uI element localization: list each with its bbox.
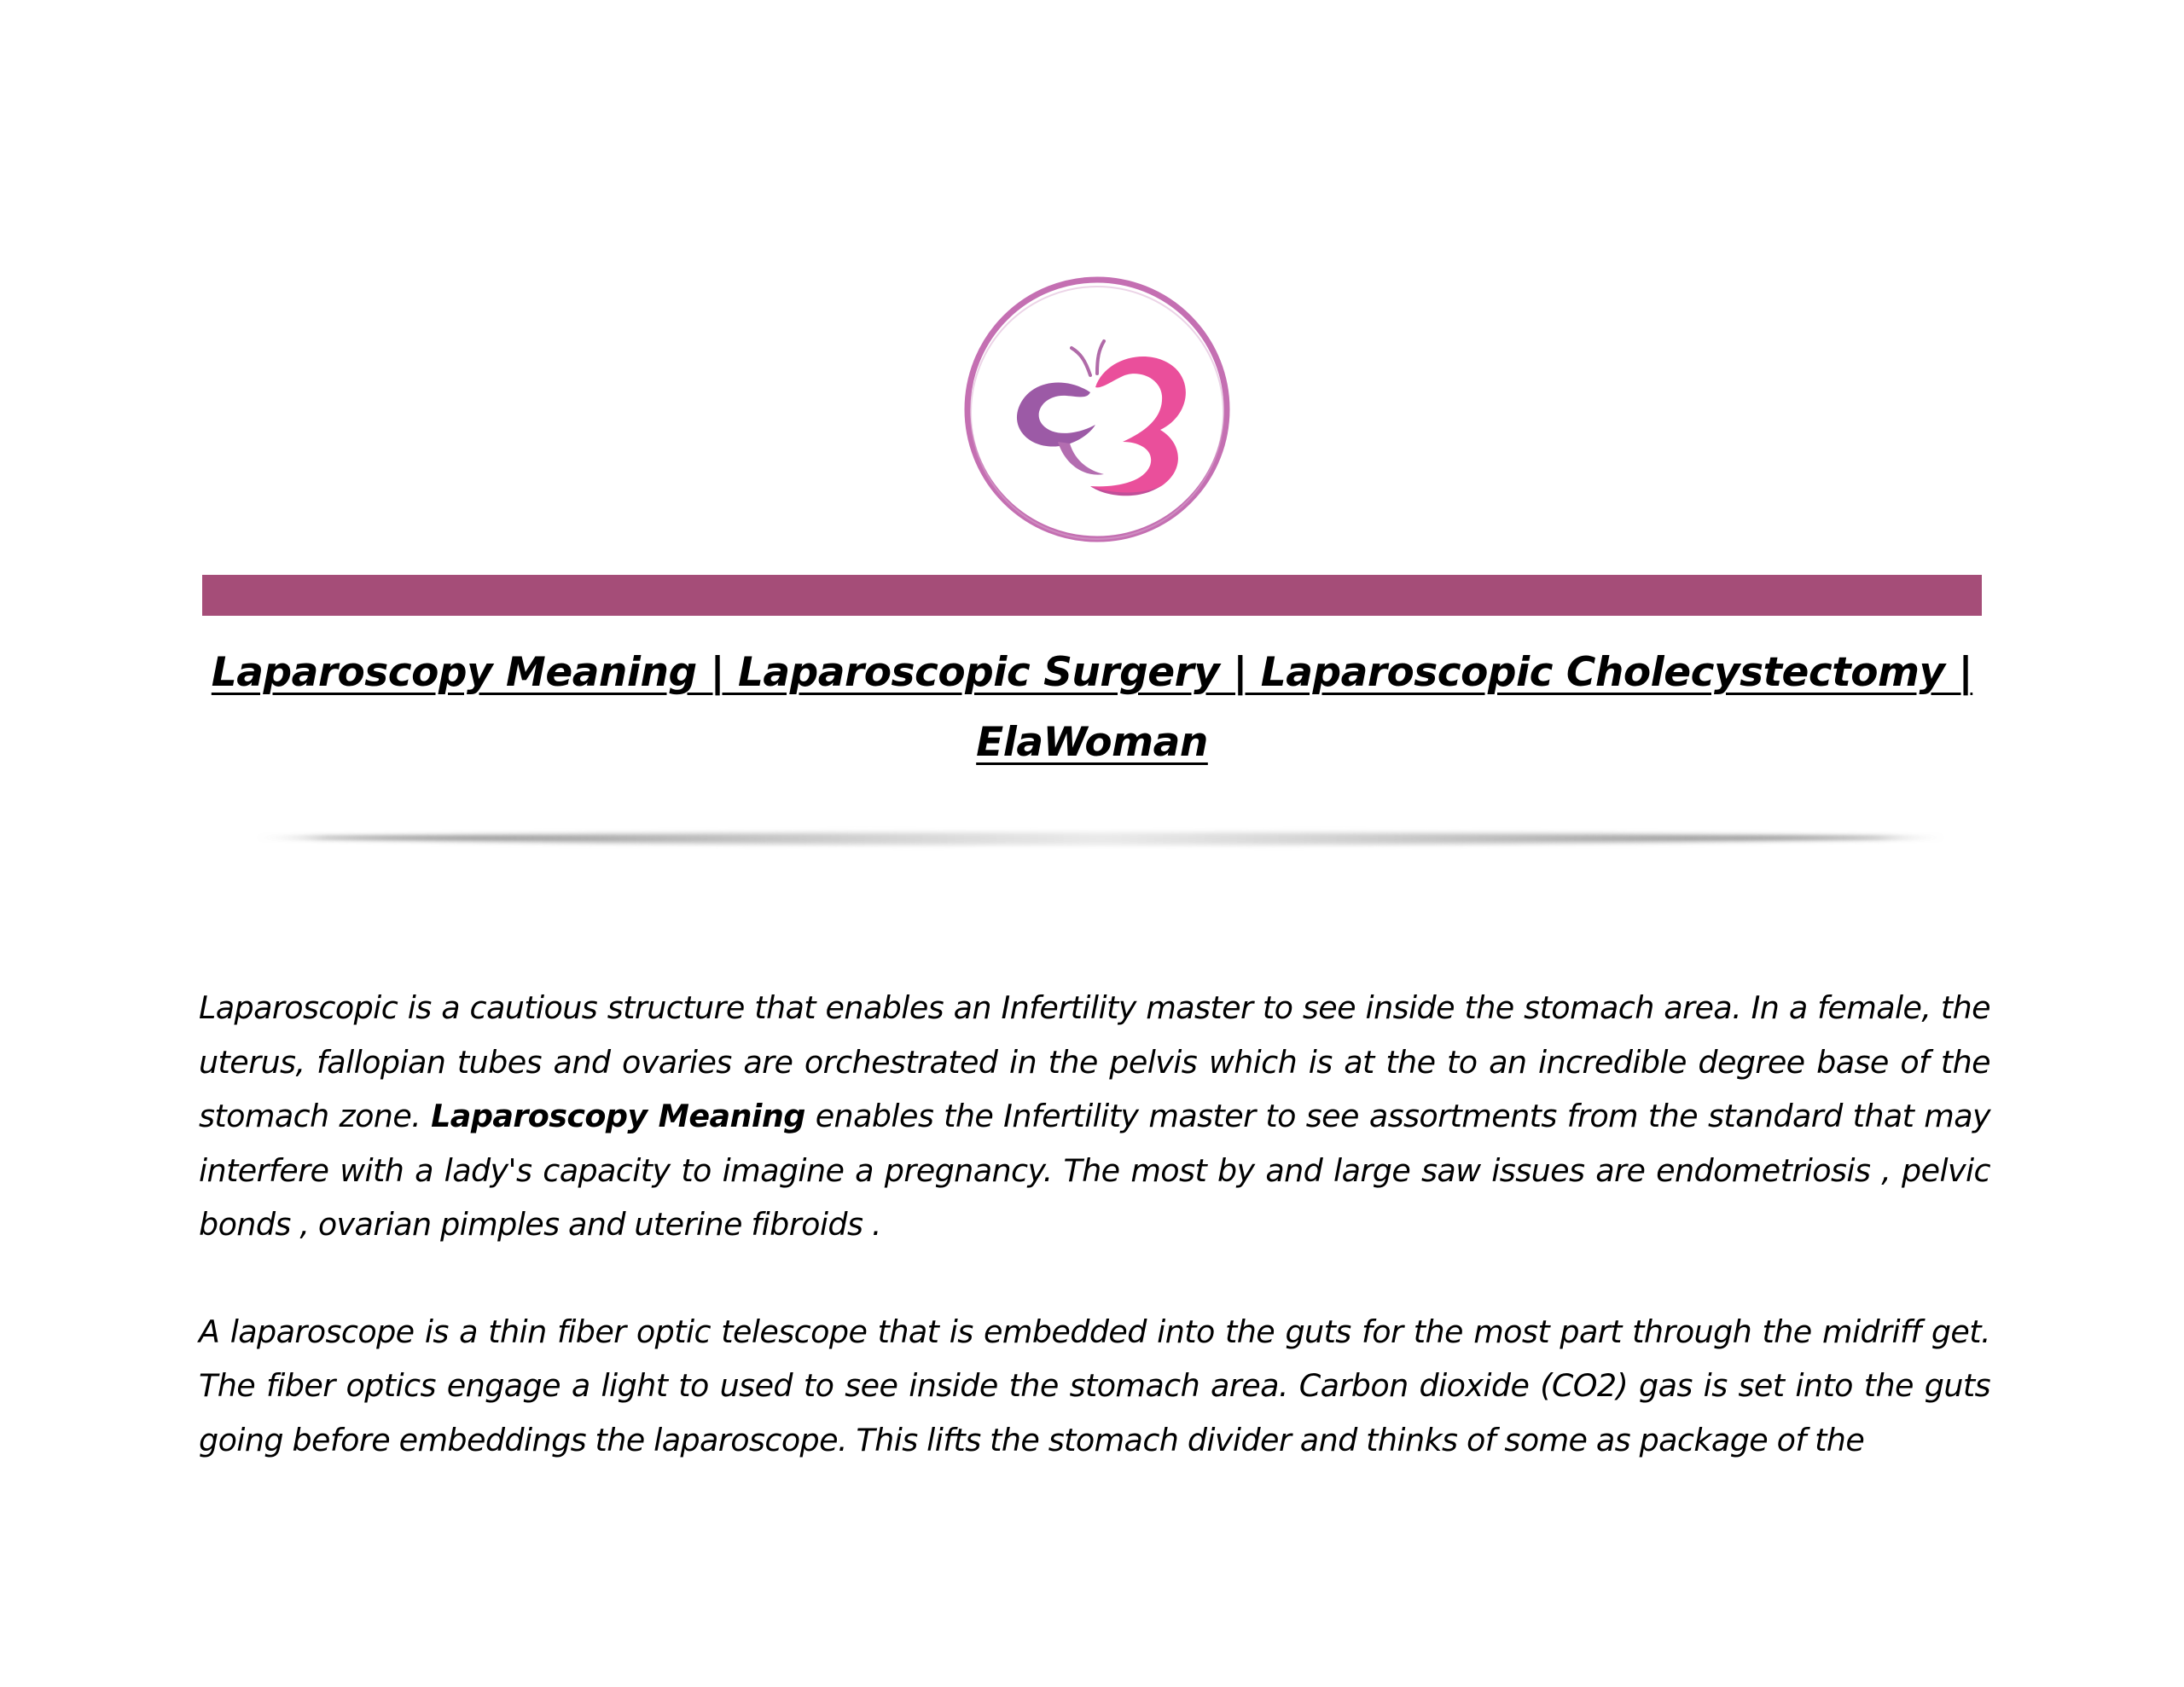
title-line-1: Laparoscopy Meaning | Laparoscopic Surgery | Laparoscopic Cholecystectomy | — [211, 649, 1973, 696]
paragraph-2: A laparoscope is a thin fiber optic telescope that is embedded into the guts for the most part through the midriff get. The fiber optics engage a light to used to see inside the stomach area. Carbon dioxide (CO2) gas is set into the guts going before embeddings the laparoscope. This lifts the stomach divider and thinks of some as package of the — [199, 1313, 1990, 1458]
header-bar — [202, 575, 1982, 616]
bold-keyword: Laparoscopy Meaning — [431, 1098, 805, 1134]
article-body — [199, 981, 1990, 1467]
shadow-divider — [247, 826, 1954, 860]
title-line-2: ElaWoman — [976, 719, 1208, 766]
document-title — [202, 638, 1982, 778]
paragraph-1: Laparoscopic is a cautious structure that enables an Infertility master to see inside the stomach area. In a female, the uterus, fallopian tubes and ovaries are orchestrated in the pelvis which is at the to an incredible degree base of the stomach zone. Laparoscopy Meaning enables the Infertility master to see assortments from the standard that may interfere with a lady's capacity to imagine a pregnancy. The most by and large saw issues are endometriosis , pelvic bonds , ovarian pimples and uterine fibroids . — [199, 989, 1990, 1243]
butterfly-logo-icon — [962, 275, 1232, 544]
